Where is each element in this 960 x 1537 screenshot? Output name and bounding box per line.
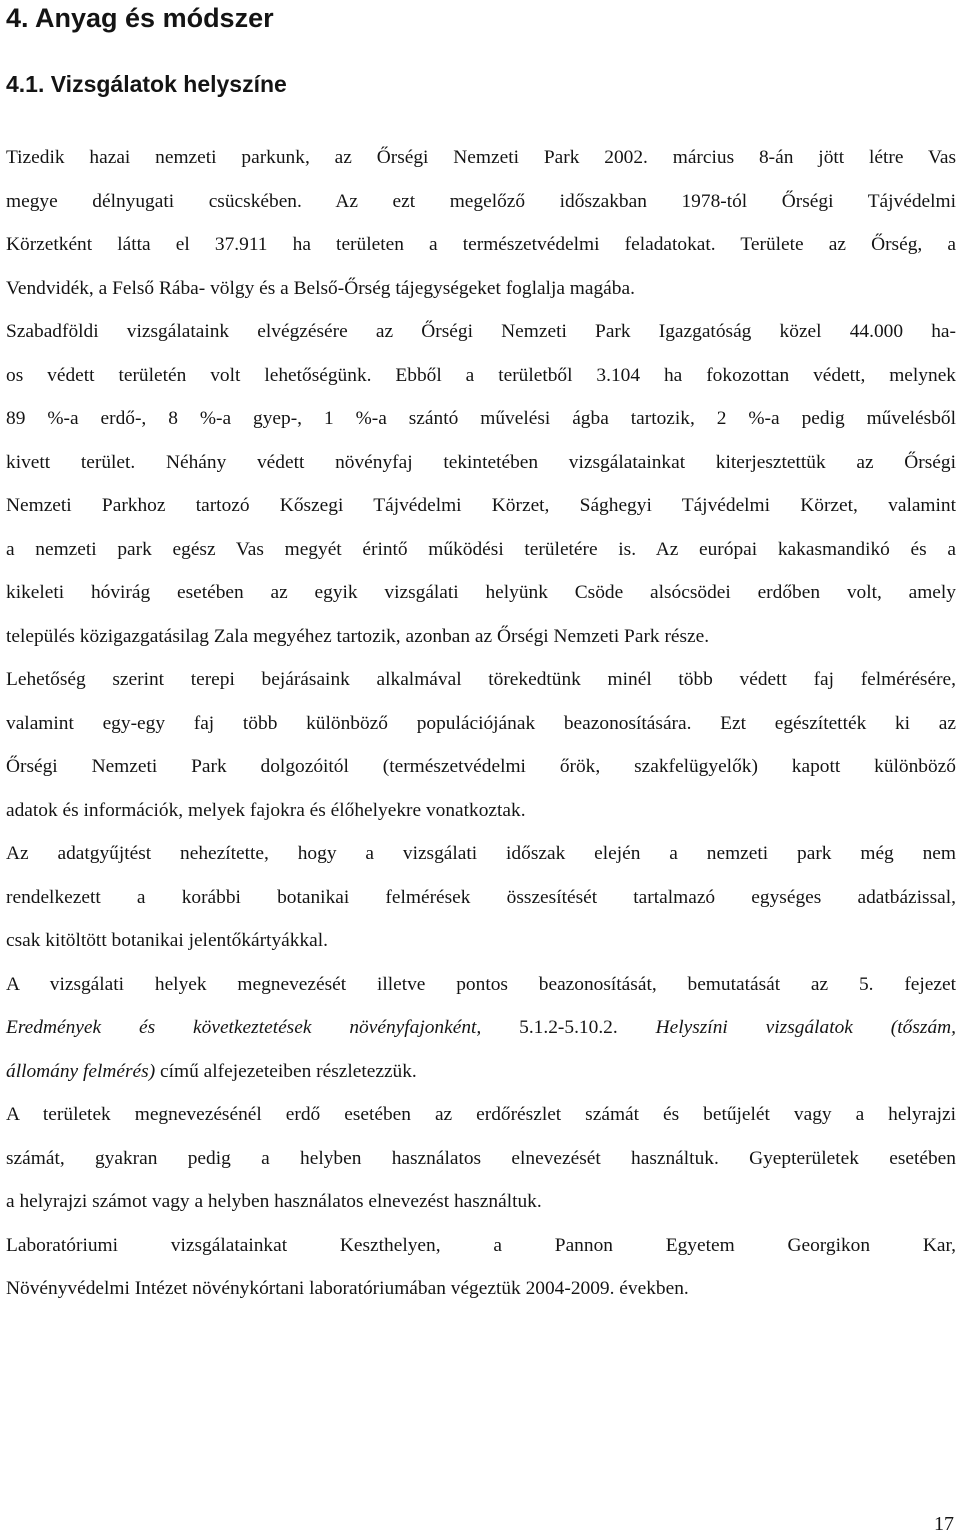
text-line: kivett terület. Néhány védett növényfaj tekintetében vizsgálatainkat kiterjesztettük az Őrségi bbox=[6, 451, 956, 473]
text-line: Vendvidék, a Felső Rába- völgy és a Belső-Őrség tájegységeket foglalja magába. bbox=[6, 277, 635, 299]
body-text bbox=[6, 136, 956, 1311]
italic-text: állomány felmérés) bbox=[6, 1060, 156, 1082]
text-line: Tizedik hazai nemzeti parkunk, az Őrségi Nemzeti Park 2002. március 8-án jött létre Vas bbox=[6, 147, 956, 168]
paragraph-5 bbox=[6, 1224, 956, 1311]
text-line: a helyrajzi számot vagy a helyben használatos elnevezést használtuk. bbox=[6, 1191, 542, 1212]
paragraph-4 bbox=[6, 1093, 956, 1224]
text-line: os védett területén volt lehetőségünk. Ebből a területből 3.104 ha fokozottan védett, melynek bbox=[6, 364, 956, 386]
chapter-heading: 4. Anyag és módszer bbox=[6, 3, 274, 33]
section-heading: 4.1. Vizsgálatok helyszíne bbox=[6, 71, 287, 97]
text-line: adatok és információk, melyek fajokra és élőhelyekre vonatkoztak. bbox=[6, 799, 526, 821]
text-line: 89 %-a erdő-, 8 %-a gyep-, 1 %-a szántó művelési ágba tartozik, 2 %-a pedig művelésből bbox=[6, 408, 956, 429]
text-span: 5.1.2-5.10.2. bbox=[481, 1017, 656, 1038]
text-line: település közigazgatásilag Zala megyéhez tartozik, azonban az Őrségi Nemzeti Park része. bbox=[6, 625, 710, 647]
text-line: Az adatgyűjtést nehezítette, hogy a vizsgálati időszak elején a nemzeti park még nem bbox=[6, 843, 956, 864]
text-line: A területek megnevezésénél erdő esetében az erdőrészlet számát és betűjelét vagy a helyrajzi bbox=[6, 1104, 956, 1125]
text-span: című alfejezeteiben részletezzük. bbox=[155, 1060, 417, 1082]
text-line: kikeleti hóvirág esetében az egyik vizsgálati helyünk Csöde alsócsödei erdőben volt, amely bbox=[6, 582, 956, 603]
text-line: csak kitöltött botanikai jelentőkártyákkal. bbox=[6, 930, 329, 951]
text-line bbox=[6, 1050, 956, 1094]
paragraph-3 bbox=[6, 963, 956, 1094]
text-line: A vizsgálati helyek megnevezését illetve pontos beazonosítását, bemutatását az 5. fejezet bbox=[6, 973, 956, 995]
text-line: Őrségi Nemzeti Park dolgozóitól (természetvédelmi őrök, szakfelügyelők) kapott különböző bbox=[6, 756, 956, 777]
text-line: Növényvédelmi Intézet növénykórtani laboratóriumában végeztük 2004-2009. években. bbox=[6, 1278, 689, 1299]
text-line: Nemzeti Parkhoz tartozó Kőszegi Tájvédelmi Körzet, Sághegyi Tájvédelmi Körzet, valamint bbox=[6, 495, 956, 516]
text-line: megye délnyugati csücskében. Az ezt megelőző időszakban 1978-tól Őrségi Tájvédelmi bbox=[6, 190, 956, 212]
paragraph-2 bbox=[6, 832, 956, 963]
italic-text: Eredmények és következtetések növényfajonként, bbox=[6, 1017, 482, 1038]
text-line bbox=[6, 1006, 956, 1050]
paragraph-1 bbox=[6, 136, 956, 832]
italic-text: Helyszíni vizsgálatok (tőszám, bbox=[655, 1017, 956, 1038]
text-line: Szabadföldi vizsgálataink elvégzésére az Őrségi Nemzeti Park Igazgatóság közel 44.000 ha- bbox=[6, 321, 956, 342]
text-line: rendelkezett a korábbi botanikai felmérések összesítését tartalmazó egységes adatbázissal, bbox=[6, 886, 956, 908]
page-number: 17 bbox=[934, 1513, 954, 1535]
text-line: Laboratóriumi vizsgálatainkat Keszthelyen, a Pannon Egyetem Georgikon Kar, bbox=[6, 1234, 956, 1256]
text-line: a nemzeti park egész Vas megyét érintő működési területére is. Az európai kakasmandikó és a bbox=[6, 538, 956, 560]
text-line: számát, gyakran pedig a helyben használatos elnevezését használtuk. Gyepterületek esetében bbox=[6, 1147, 956, 1169]
text-line: Körzetként látta el 37.911 ha területen a természetvédelmi feladatokat. Területe az Őrség, a bbox=[6, 234, 956, 255]
text-line: Lehetőség szerint terepi bejárásaink alkalmával törekedtünk minél több védett faj felmérésére, bbox=[6, 669, 956, 690]
text-line: valamint egy-egy faj több különböző populációjának beazonosítására. Ezt egészítették ki az bbox=[6, 712, 956, 734]
